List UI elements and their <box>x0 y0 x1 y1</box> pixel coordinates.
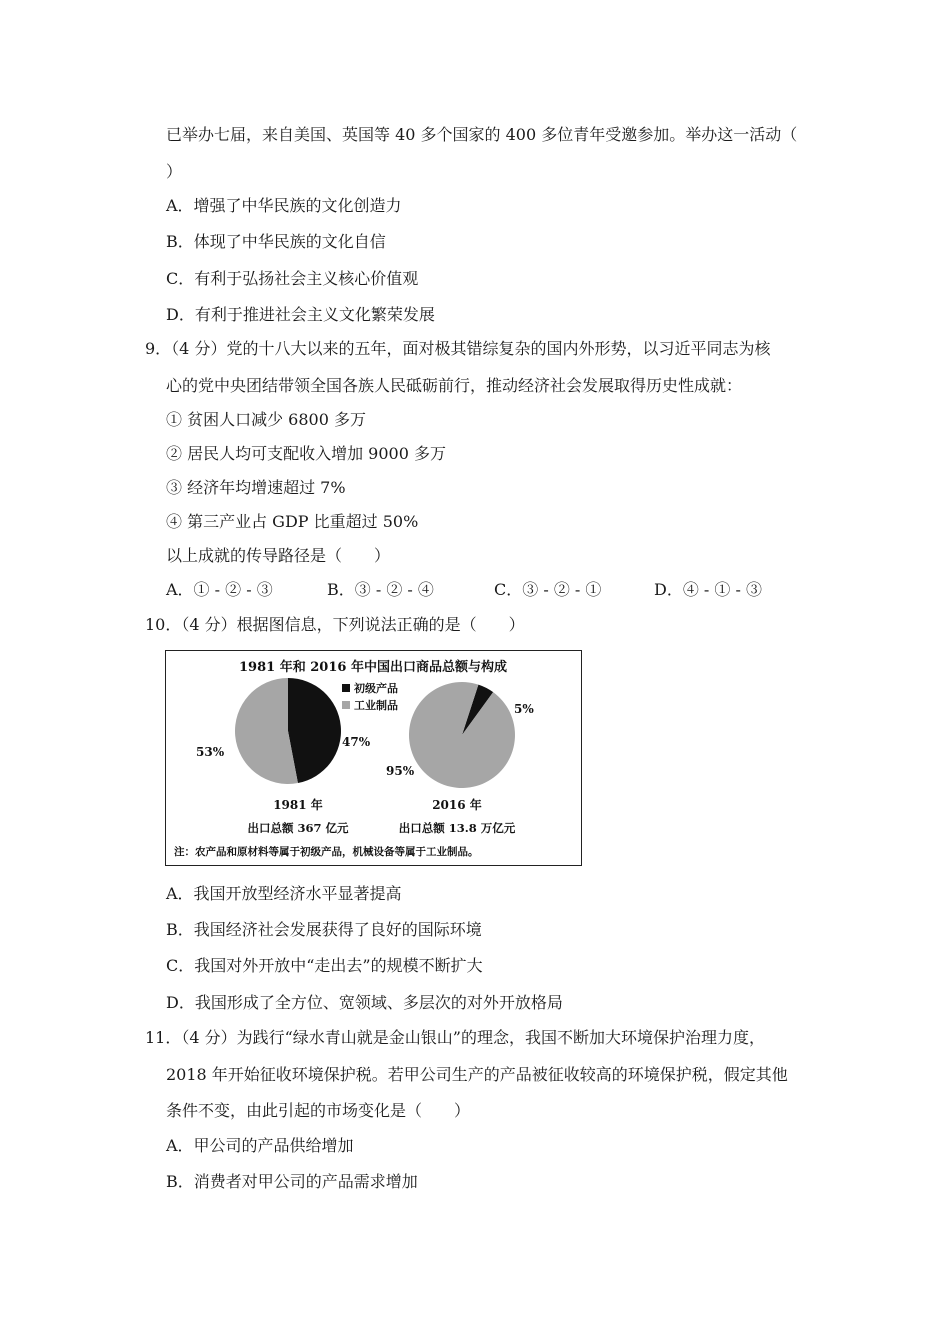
pie-2016-label-primary: 5% <box>514 702 534 716</box>
q9-ask: 以上成就的传导路径是（ ） <box>166 546 391 565</box>
q10-option-d: D．我国形成了全方位、宽领域、多层次的对外开放格局 <box>166 993 563 1012</box>
q9-option-d: D．④ - ① - ③ <box>654 580 762 599</box>
pie-2016-slice-industrial <box>409 682 515 788</box>
q9-option-b: B．③ - ② - ④ <box>327 580 434 599</box>
pie-2016-label-industrial: 95% <box>386 764 415 778</box>
pie-1981-label-industrial: 53% <box>196 745 225 759</box>
pie-1981 <box>235 678 341 784</box>
q10-option-c: C．我国对外开放中“走出去”的规模不断扩大 <box>166 956 483 975</box>
q9-stem-line2: 心的党中央团结带领全国各族人民砥砺前行，推动经济社会发展取得历史性成就： <box>166 376 743 395</box>
q8-option-c: C．有利于弘扬社会主义核心价值观 <box>166 269 419 288</box>
q8-option-d: D．有利于推进社会主义文化繁荣发展 <box>166 305 435 324</box>
pie-2016-year: 2016 年 <box>432 798 482 812</box>
q9-options <box>166 579 806 601</box>
q11-stem-line3: 条件不变，由此引起的市场变化是（ ） <box>166 1101 471 1120</box>
legend-swatch-primary <box>342 684 350 692</box>
q9-option-c: C．③ - ② - ① <box>494 580 602 599</box>
q8-option-a: A．增强了中华民族的文化创造力 <box>166 196 402 215</box>
chart-title: 1981 年和 2016 年中国出口商品总额与构成 <box>239 660 507 675</box>
q10-stem: 10．（4 分）根据图信息，下列说法正确的是（ ） <box>145 615 525 634</box>
q9-item-1: ① 贫困人口减少 6800 多万 <box>166 410 366 429</box>
legend-label-industrial: 工业制品 <box>354 699 398 712</box>
q10-option-a: A．我国开放型经济水平显著提高 <box>166 884 402 903</box>
pie-1981-total: 出口总额 367 亿元 <box>247 821 349 835</box>
q8-option-b: B．体现了中华民族的文化自信 <box>166 232 386 251</box>
q9-option-a: A．① - ② - ③ <box>166 580 273 599</box>
pie-1981-label-primary: 47% <box>342 735 371 749</box>
q11-stem-line1: 11．（4 分）为践行“绿水青山就是金山银山”的理念，我国不断加大环境保护治理力度， <box>145 1028 765 1047</box>
q10-option-b: B．我国经济社会发展获得了良好的国际环境 <box>166 920 482 939</box>
q9-item-3: ③ 经济年均增速超过 7% <box>166 478 346 497</box>
q9-item-2: ② 居民人均可支配收入增加 9000 多万 <box>166 444 446 463</box>
q11-option-a: A．甲公司的产品供给增加 <box>166 1136 354 1155</box>
legend-swatch-industrial <box>342 701 350 709</box>
q9-stem-line1: 9．（4 分）党的十八大以来的五年，面对极其错综复杂的国内外形势，以习近平同志为核 <box>145 339 771 358</box>
q8-stem-continuation: 已举办七届，来自美国、英国等 40 多个国家的 400 多位青年受邀参加。举办这一活动（ <box>166 125 798 144</box>
q9-item-4: ④ 第三产业占 GDP 比重超过 50% <box>166 512 419 531</box>
q8-stem-close: ） <box>166 162 183 181</box>
legend-label-primary: 初级产品 <box>354 682 398 695</box>
pie-2016-total: 出口总额 13.8 万亿元 <box>398 821 516 835</box>
chart-note: 注：农产品和原材料等属于初级产品，机械设备等属于工业制品。 <box>174 846 479 858</box>
q11-stem-line2: 2018 年开始征收环境保护税。若甲公司生产的产品被征收较高的环境保护税，假定其他 <box>166 1065 788 1084</box>
export-pie-figure <box>165 650 582 866</box>
pie-1981-slice-primary <box>288 678 341 783</box>
pie-2016 <box>409 682 515 788</box>
q11-option-b: B．消费者对甲公司的产品需求增加 <box>166 1172 418 1191</box>
pie-charts-svg <box>166 651 580 864</box>
pie-1981-year: 1981 年 <box>273 798 323 812</box>
